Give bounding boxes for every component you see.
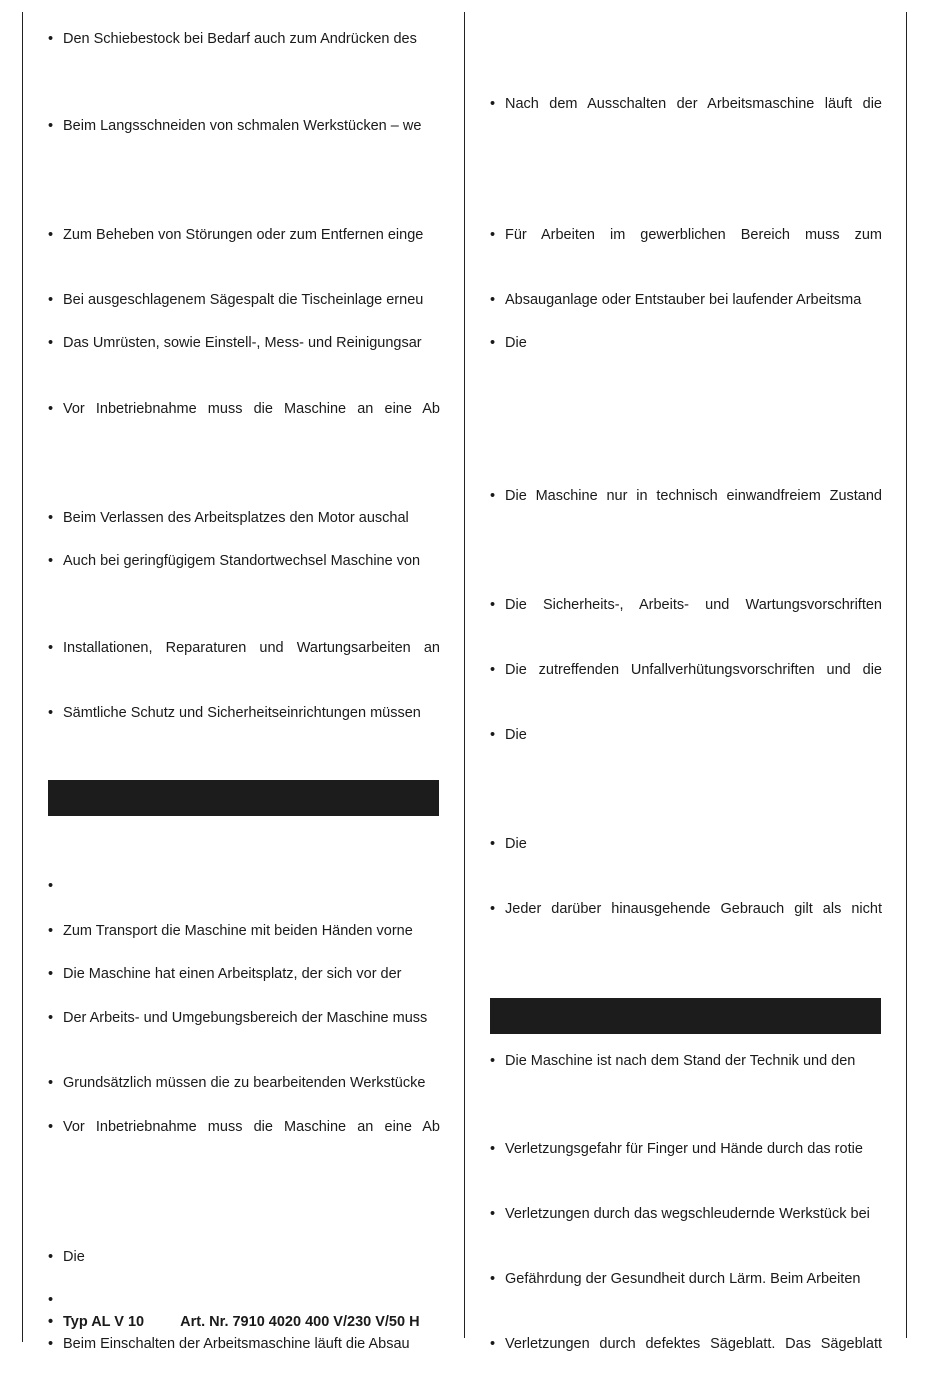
bullet-dot: • xyxy=(490,335,496,351)
right-bullet-item xyxy=(490,1052,882,1070)
bullet-dot: • xyxy=(48,1336,54,1352)
bullet-text: Installationen, Reparaturen und Wartungsarbeiten an xyxy=(63,640,440,656)
bullet-text: Beim Langsschneiden von schmalen Werkstücken – we xyxy=(63,118,422,134)
bullet-dot: • xyxy=(48,1075,54,1091)
bullet-dot: • xyxy=(490,227,496,243)
bullet-text: Die xyxy=(63,1249,85,1265)
right-bullet-item xyxy=(490,661,882,679)
left-bullet-item xyxy=(48,291,440,309)
section-heading-bar-right xyxy=(490,998,881,1034)
left-bullet-item xyxy=(48,639,440,657)
bullet-text: Der Arbeits- und Umgebungsbereich der Maschine muss xyxy=(63,1010,428,1026)
right-bullet-item xyxy=(490,95,882,113)
bullet-dot: • xyxy=(48,1249,54,1265)
center-column-rule xyxy=(464,12,465,1338)
left-bullet-item xyxy=(48,509,440,527)
bullet-dot: • xyxy=(48,878,54,894)
bullet-dot: • xyxy=(48,1292,54,1308)
left-bullet-item xyxy=(48,1074,440,1092)
bullet-dot: • xyxy=(490,1141,496,1157)
bullet-text: Zum Transport die Maschine mit beiden Händen vorne xyxy=(63,923,413,939)
bullet-text: Das Umrüsten, sowie Einstell-, Mess- und Reinigungsar xyxy=(63,335,422,351)
bullet-text: Absauganlage oder Entstauber bei laufender Arbeitsma xyxy=(505,292,862,308)
bullet-dot: • xyxy=(48,510,54,526)
bullet-text: Die Sicherheits-, Arbeits- und Wartungsvorschriften xyxy=(505,597,882,613)
bullet-dot: • xyxy=(48,966,54,982)
bullet-text: Die Maschine ist nach dem Stand der Technik und den xyxy=(505,1053,856,1069)
right-bullet-item xyxy=(490,596,882,614)
article-number: Art. Nr. 7910 4020 xyxy=(180,1314,302,1330)
bullet-dot: • xyxy=(490,836,496,852)
bullet-dot: • xyxy=(48,553,54,569)
bullet-dot: • xyxy=(490,727,496,743)
bullet-dot: • xyxy=(490,662,496,678)
bullet-dot: • xyxy=(490,1271,496,1287)
bullet-dot: • xyxy=(48,1010,54,1026)
bullet-dot: • xyxy=(48,401,54,417)
bullet-text: Für Arbeiten im gewerblichen Bereich muss zum xyxy=(505,227,882,243)
bullet-dot: • xyxy=(48,705,54,721)
bullet-text: Vor Inbetriebnahme muss die Maschine an eine Ab xyxy=(63,401,440,417)
bullet-text: Beim Einschalten der Arbeitsmaschine läuft die Absau xyxy=(63,1336,410,1352)
right-column-rule xyxy=(906,12,907,1338)
right-bullet-item xyxy=(490,1335,882,1353)
bullet-dot: • xyxy=(48,1119,54,1135)
bullet-text: Nach dem Ausschalten der Arbeitsmaschine läuft die xyxy=(505,96,882,112)
left-bullet-item xyxy=(48,1291,440,1309)
left-bullet-item xyxy=(48,400,440,418)
left-bullet-item xyxy=(48,1335,440,1353)
bullet-text: Bei ausgeschlagenem Sägespalt die Tischeinlage erneu xyxy=(63,292,424,308)
voltage-spec: 400 V/230 V/50 H xyxy=(305,1314,420,1330)
right-bullet-item xyxy=(490,1140,882,1158)
right-bullet-item xyxy=(490,900,882,918)
bullet-text: Die zutreffenden Unfallverhütungsvorschriften und die xyxy=(505,662,882,678)
bullet-dot: • xyxy=(48,923,54,939)
right-bullet-item xyxy=(490,835,882,853)
type-spec-line xyxy=(48,1313,440,1331)
left-bullet-item xyxy=(48,922,440,940)
bullet-text: Die xyxy=(505,727,527,743)
left-bullet-item xyxy=(48,1009,440,1027)
bullet-text: Verletzungen durch defektes Sägeblatt. Das Sägeblatt xyxy=(505,1336,882,1352)
left-bullet-item xyxy=(48,704,440,722)
bullet-dot: • xyxy=(490,488,496,504)
bullet-text: Die xyxy=(505,836,527,852)
left-bullet-item xyxy=(48,552,440,570)
bullet-dot: • xyxy=(48,227,54,243)
bullet-text: Verletzungsgefahr für Finger und Hände durch das rotie xyxy=(505,1141,863,1157)
bullet-dot: • xyxy=(490,1206,496,1222)
bullet-dot: • xyxy=(490,597,496,613)
bullet-text: Die Maschine hat einen Arbeitsplatz, der sich vor der xyxy=(63,966,402,982)
bullet-text: Gefährdung der Gesundheit durch Lärm. Beim Arbeiten xyxy=(505,1271,861,1287)
bullet-text: Verletzungen durch das wegschleudernde Werkstück bei xyxy=(505,1206,870,1222)
right-bullet-item xyxy=(490,1205,882,1223)
left-bullet-item xyxy=(48,30,440,48)
left-bullet-item xyxy=(48,334,440,352)
left-bullet-item xyxy=(48,117,440,135)
right-bullet-item xyxy=(490,487,882,505)
bullet-dot: • xyxy=(490,292,496,308)
left-column-rule xyxy=(22,12,23,1342)
bullet-dot: • xyxy=(48,118,54,134)
right-bullet-item xyxy=(490,1270,882,1288)
bullet-dot: • xyxy=(48,335,54,351)
bullet-text: Beim Verlassen des Arbeitsplatzes den Motor auschal xyxy=(63,510,409,526)
bullet-dot: • xyxy=(48,640,54,656)
right-bullet-item xyxy=(490,291,882,309)
left-bullet-item xyxy=(48,965,440,983)
bullet-dot: • xyxy=(490,901,496,917)
left-bullet-item xyxy=(48,1118,440,1136)
bullet-text: Den Schiebestock bei Bedarf auch zum Andrücken des xyxy=(63,31,417,47)
bullet-dot: • xyxy=(48,31,54,47)
bullet-dot: • xyxy=(48,292,54,308)
bullet-dot: • xyxy=(490,1053,496,1069)
right-bullet-item xyxy=(490,226,882,244)
bullet-text: Auch bei geringfügigem Standortwechsel Maschine von xyxy=(63,553,421,569)
bullet-text: Grundsätzlich müssen die zu bearbeitenden Werkstücke xyxy=(63,1075,426,1091)
bullet-text: Zum Beheben von Störungen oder zum Entfernen einge xyxy=(63,227,424,243)
bullet-text: Jeder darüber hinausgehende Gebrauch gilt als nicht xyxy=(505,901,882,917)
bullet-text: Die xyxy=(505,335,527,351)
left-bullet-item xyxy=(48,226,440,244)
bullet-text: Die Maschine nur in technisch einwandfreiem Zustand xyxy=(505,488,882,504)
bullet-dot: • xyxy=(48,1314,54,1330)
left-bullet-item xyxy=(48,877,440,895)
left-bullet-item xyxy=(48,1248,440,1266)
bullet-dot: • xyxy=(490,96,496,112)
bullet-text: Vor Inbetriebnahme muss die Maschine an eine Ab xyxy=(63,1119,440,1135)
bullet-dot: • xyxy=(490,1336,496,1352)
bullet-text: Sämtliche Schutz und Sicherheitseinrichtungen müssen xyxy=(63,705,421,721)
section-heading-bar-left xyxy=(48,780,439,816)
type-label: Typ AL V 10 xyxy=(63,1314,145,1330)
right-bullet-item xyxy=(490,334,882,352)
right-bullet-item xyxy=(490,726,882,744)
